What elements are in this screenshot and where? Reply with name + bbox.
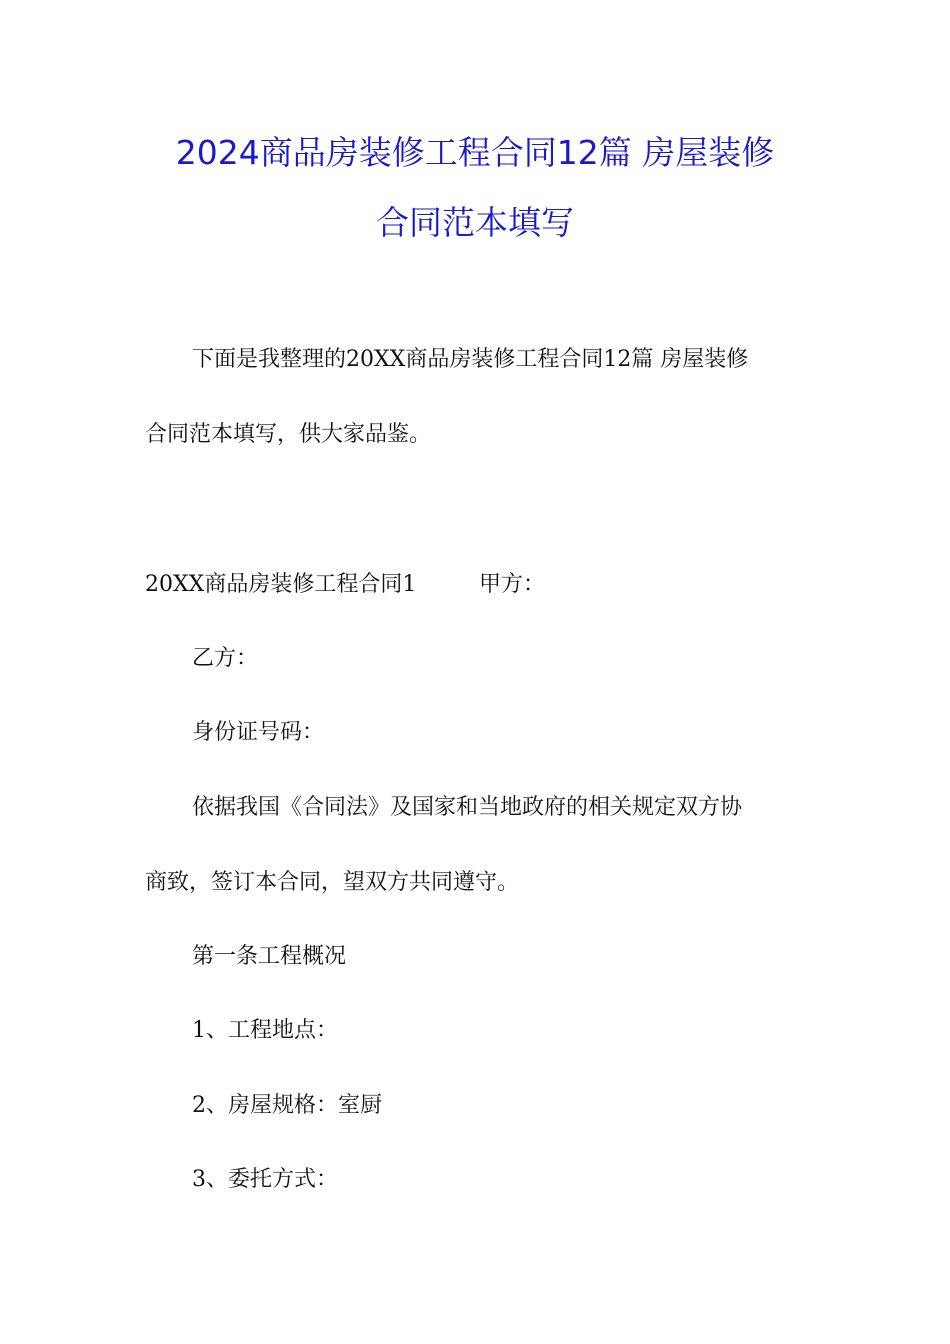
intro-paragraph-line-1: 下面是我整理的20XX商品房装修工程合同12篇 房屋装修 <box>192 347 749 372</box>
item-3-entrust-method: 3、委托方式： <box>192 1167 338 1192</box>
intro-paragraph-line-2: 合同范本填写，供大家品鉴。 <box>145 422 432 447</box>
article-1-heading: 第一条工程概况 <box>192 944 347 969</box>
basis-paragraph-line-2: 商致，签订本合同，望双方共同遵守。 <box>145 870 520 895</box>
section-heading: 20XX商品房装修工程合同1 <box>145 572 417 597</box>
party-b-label: 乙方： <box>192 646 259 671</box>
party-a-label: 甲方： <box>479 572 546 597</box>
document-title-line-1: 2024商品房装修工程合同12篇 房屋装修 <box>175 133 775 172</box>
item-1-project-location: 1、工程地点： <box>192 1018 338 1043</box>
item-2-house-spec: 2、房屋规格：室厨 <box>192 1093 382 1118</box>
basis-paragraph-line-1: 依据我国《合同法》及国家和当地政府的相关规定双方协 <box>192 795 743 820</box>
document-title-line-2: 合同范本填写 <box>376 203 574 242</box>
id-number-label: 身份证号码： <box>192 720 325 745</box>
